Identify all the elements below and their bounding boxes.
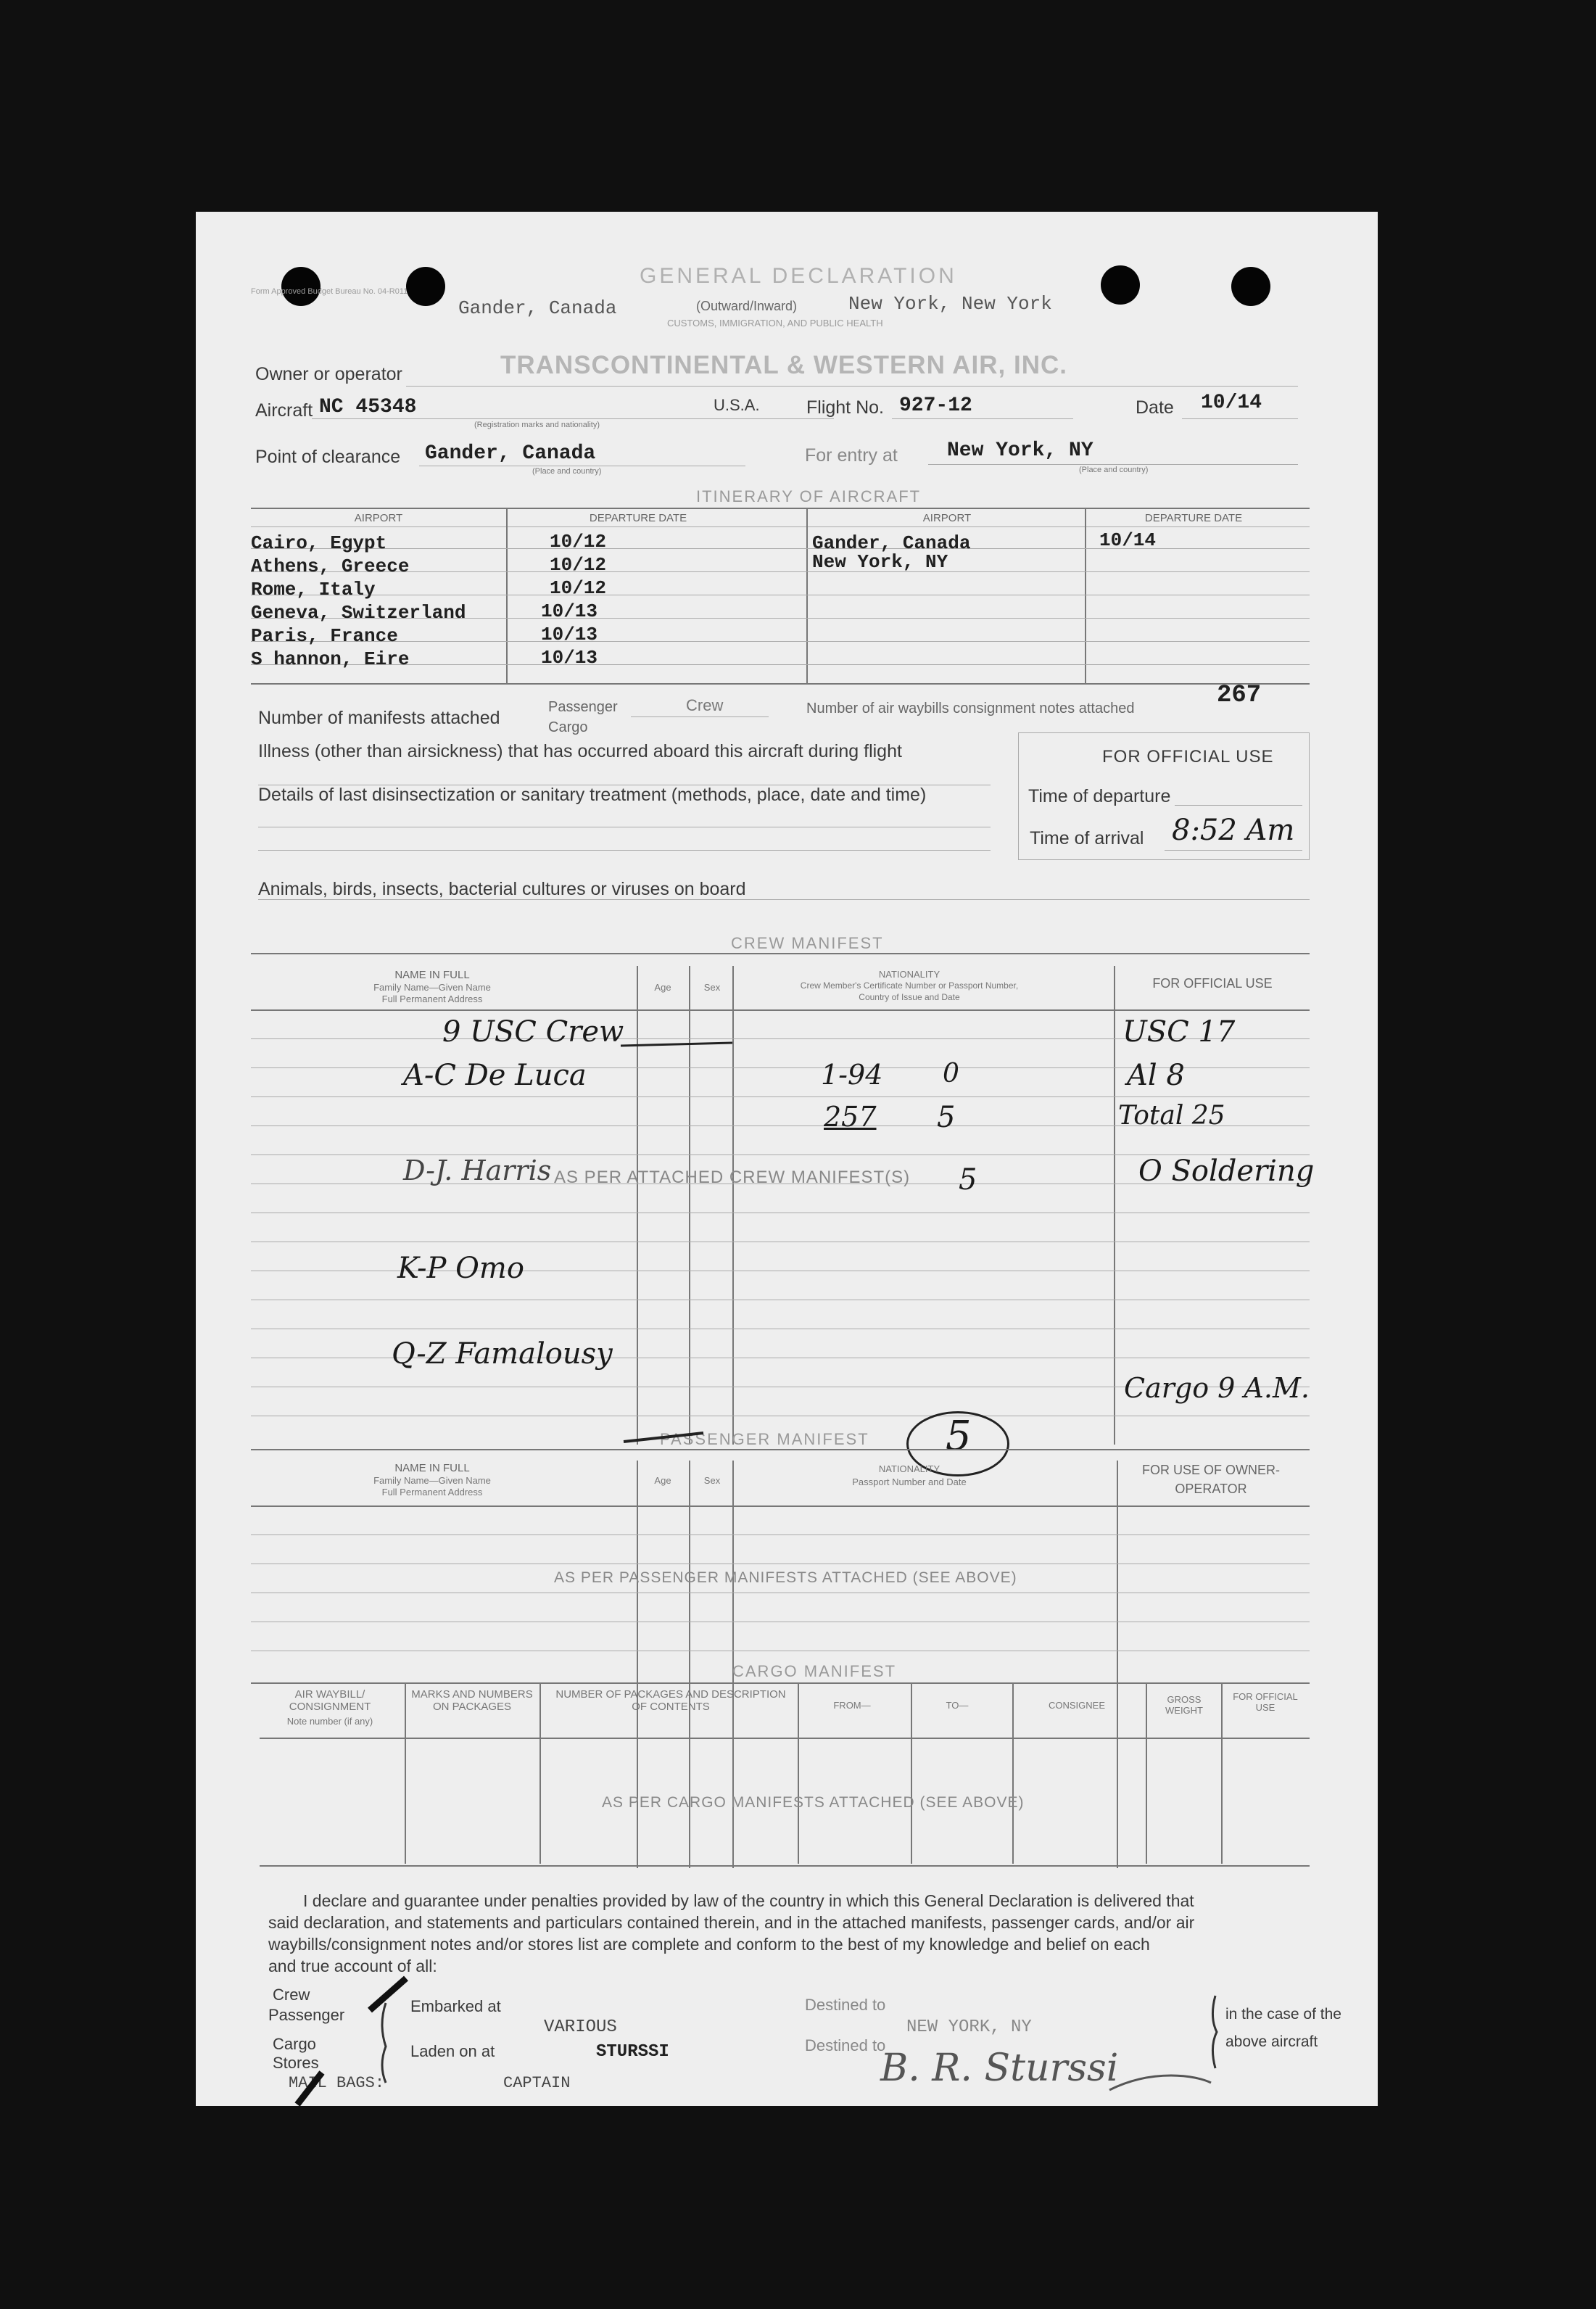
flight-label: Flight No. xyxy=(806,397,884,418)
waybills-value: 267 xyxy=(1217,682,1262,709)
declaration-text: and true account of all: xyxy=(268,1957,437,1975)
itinerary-col-airport: AIRPORT xyxy=(354,512,403,524)
cargo-col-packages: NUMBER OF PACKAGES AND DESCRIPTION OF CONTENTS xyxy=(555,1688,786,1713)
animals-label: Animals, birds, insects, bacterial cultures or viruses on board xyxy=(258,879,746,899)
crew-count: 5 xyxy=(937,1101,956,1134)
itinerary-right-airport: New York, NY xyxy=(812,551,948,573)
owner-label: Owner or operator xyxy=(255,364,402,384)
itinerary-left-date: 10/12 xyxy=(550,554,607,576)
passenger-col-nationality: NATIONALITY xyxy=(878,1463,940,1474)
itinerary-col-departure-2: DEPARTURE DATE xyxy=(1144,512,1243,524)
entry-value: New York, NY xyxy=(947,439,1093,462)
passenger-strike-mark xyxy=(624,1433,703,1442)
declaration-marks xyxy=(196,212,1378,2106)
manifests-passenger: Passenger xyxy=(548,699,618,715)
clearance-note: (Place and country) xyxy=(532,467,602,476)
decl-destined-2: Destined to xyxy=(805,2036,886,2054)
itinerary-left-airport: Rome, Italy xyxy=(251,579,376,600)
itinerary-right-airport: Gander, Canada xyxy=(812,532,971,554)
decl-in-case: in the case of the xyxy=(1225,2006,1341,2023)
decl-embarked-value: VARIOUS xyxy=(544,2017,617,2037)
crew-col-address: Full Permanent Address xyxy=(381,994,483,1004)
decl-crew: Crew xyxy=(273,1986,310,2004)
form-subtitle: CUSTOMS, IMMIGRATION, AND PUBLIC HEALTH xyxy=(667,318,883,329)
declaration-text: said declaration, and statements and particulars contained therein, and in the attached manifests, passenger cards, and/or air xyxy=(268,1913,1195,1932)
decl-captain: CAPTAIN xyxy=(503,2074,571,2092)
cargo-col-consignee: CONSIGNEE xyxy=(1048,1700,1105,1711)
operator-name: TRANSCONTINENTAL & WESTERN AIR, INC. xyxy=(500,351,1068,379)
crew-col-name: NAME IN FULL xyxy=(394,969,470,981)
cargo-manifest-title: CARGO MANIFEST xyxy=(732,1662,897,1680)
cargo-col-official: FOR OFFICIAL USE xyxy=(1233,1691,1298,1713)
decl-laden-value: STURSSI xyxy=(596,2042,669,2062)
passenger-stamp: AS PER PASSENGER MANIFESTS ATTACHED (SEE ABOVE) xyxy=(554,1569,1017,1586)
outward-place: Gander, Canada xyxy=(458,297,617,319)
decl-passenger: Passenger xyxy=(268,2006,345,2024)
crew-col-official: FOR OFFICIAL USE xyxy=(1152,976,1273,991)
crew-hand-line: K-P Omo xyxy=(397,1252,524,1285)
official-title: FOR OFFICIAL USE xyxy=(1102,747,1274,767)
crew-count: 257 xyxy=(824,1101,877,1133)
cargo-col-waybill-sub: Note number (if any) xyxy=(286,1716,373,1727)
passenger-col-address: Full Permanent Address xyxy=(381,1487,483,1498)
cargo-col-waybill: AIR WAYBILL/ CONSIGNMENT xyxy=(289,1688,371,1713)
aircraft-nationality: U.S.A. xyxy=(714,396,760,414)
crew-manifest-title: CREW MANIFEST xyxy=(731,934,884,952)
crew-strike-mark xyxy=(370,1978,406,2010)
declaration-text: I declare and guarantee under penalties provided by law of the country in which this General Declaration is delivered that xyxy=(303,1891,1194,1910)
crew-col-nat-sub2: Country of Issue and Date xyxy=(859,992,960,1002)
cargo-col-to: TO— xyxy=(946,1700,969,1711)
arrival-value: 8:52 Am xyxy=(1172,814,1295,847)
aircraft-note: (Registration marks and nationality) xyxy=(474,421,600,429)
signature-swash xyxy=(1109,2075,1211,2090)
manifests-label: Number of manifests attached xyxy=(258,708,500,728)
itinerary-left-airport: Cairo, Egypt xyxy=(251,532,387,554)
itinerary-left-date: 10/12 xyxy=(550,531,607,553)
crew-hand-line: A-C De Luca xyxy=(403,1059,587,1092)
itinerary-left-airport: Athens, Greece xyxy=(251,555,410,577)
decl-embarked: Embarked at xyxy=(410,1997,501,2015)
inward-place: New York, New York xyxy=(848,293,1052,315)
form-number: Form Approved Budget Bureau No. 04-R011 xyxy=(251,287,408,296)
crew-col-sex: Sex xyxy=(703,982,721,993)
crew-underline-mark xyxy=(621,1043,732,1046)
itinerary-left-date: 10/13 xyxy=(541,600,598,622)
crew-col-name-sub: Family Name—Given Name xyxy=(373,982,491,993)
clearance-label: Point of clearance xyxy=(255,447,401,467)
manifests-crew: Crew xyxy=(686,696,724,714)
itinerary-left-airport: Geneva, Switzerland xyxy=(251,602,466,624)
aircraft-value: NC 45348 xyxy=(319,396,417,418)
cargo-stamp: AS PER CARGO MANIFESTS ATTACHED (SEE ABOVE) xyxy=(602,1794,1025,1811)
decl-above-aircraft: above aircraft xyxy=(1225,2033,1318,2050)
itinerary-col-departure: DEPARTURE DATE xyxy=(589,512,687,524)
declaration-text: waybills/consignment notes and/or stores list are complete and conform to the best of my knowledge and belief on each xyxy=(268,1935,1150,1954)
crew-official-note: O Soldering xyxy=(1138,1154,1315,1188)
flight-value: 927-12 xyxy=(899,395,972,417)
aircraft-label: Aircraft xyxy=(255,400,313,421)
crew-official-note: Cargo 9 A.M. xyxy=(1124,1372,1310,1404)
decl-mail-bags: MAIL BAGS: xyxy=(289,2074,385,2092)
itinerary-title: ITINERARY OF AIRCRAFT xyxy=(696,487,922,505)
departure-label: Time of departure xyxy=(1028,786,1171,806)
passenger-col-name: NAME IN FULL xyxy=(394,1462,470,1474)
captain-signature: B. R. Sturssi xyxy=(880,2046,1119,2090)
waybills-label: Number of air waybills consignment notes attached xyxy=(806,701,1135,716)
itinerary-left-date: 10/13 xyxy=(541,647,598,669)
crew-count: 5 xyxy=(959,1163,977,1197)
crew-hand-line: 9 USC Crew xyxy=(442,1015,624,1049)
manifests-cargo: Cargo xyxy=(548,719,588,735)
crew-official-note: Al 8 xyxy=(1127,1059,1185,1092)
decl-destined-value: NEW YORK, NY xyxy=(906,2017,1032,2037)
passenger-col-nat-sub: Passport Number and Date xyxy=(852,1476,967,1487)
cargo-col-marks: MARKS AND NUMBERS ON PACKAGES xyxy=(411,1688,533,1713)
passenger-col-name-sub: Family Name—Given Name xyxy=(373,1475,491,1486)
crew-col-nationality: NATIONALITY xyxy=(878,969,940,980)
disinsect-label: Details of last disinsectization or sanitary treatment (methods, place, date and time) xyxy=(258,785,927,805)
entry-label: For entry at xyxy=(805,445,898,466)
passenger-col-owner: FOR USE OF OWNER-OPERATOR xyxy=(1142,1463,1280,1496)
arrival-label: Time of arrival xyxy=(1030,828,1144,848)
passenger-col-sex: Sex xyxy=(703,1475,721,1486)
decl-cargo: Cargo xyxy=(273,2035,316,2053)
itinerary-left-airport: S hannon, Eire xyxy=(251,648,410,670)
date-value: 10/14 xyxy=(1201,392,1262,414)
itinerary-left-airport: Paris, France xyxy=(251,625,398,647)
itinerary-right-date: 10/14 xyxy=(1099,529,1157,551)
date-label: Date xyxy=(1136,397,1174,418)
bracket xyxy=(1212,1996,1217,2068)
crew-hand-line: Q-Z Famalousy xyxy=(392,1337,613,1371)
crew-col-age: Age xyxy=(654,982,671,993)
form-title: GENERAL DECLARATION xyxy=(640,264,957,288)
bracket xyxy=(382,2003,386,2083)
itinerary-left-date: 10/13 xyxy=(541,624,598,645)
crew-official-note: Total 25 xyxy=(1118,1101,1225,1131)
illness-label: Illness (other than airsickness) that has occurred aboard this aircraft during flight xyxy=(258,741,902,761)
crew-hand-line: D-J. Harris xyxy=(403,1154,552,1186)
decl-stores: Stores xyxy=(273,2054,319,2072)
crew-count: 1-94 xyxy=(821,1059,883,1091)
passenger-count: 5 xyxy=(946,1413,972,1460)
decl-laden: Laden on at xyxy=(410,2042,495,2060)
decl-destined-1: Destined to xyxy=(805,1996,886,2014)
declaration-sheet xyxy=(196,212,1378,2106)
cargo-col-weight: GROSS WEIGHT xyxy=(1165,1694,1203,1716)
entry-note: (Place and country) xyxy=(1079,466,1149,474)
passenger-manifest-title: PASSENGER MANIFEST xyxy=(660,1430,869,1448)
crew-official-note: USC 17 xyxy=(1122,1015,1236,1049)
stores-strike-mark xyxy=(297,2073,322,2104)
cargo-col-from: FROM— xyxy=(833,1700,871,1711)
crew-stamp: AS PER ATTACHED CREW MANIFEST(S) xyxy=(554,1168,911,1187)
clearance-value: Gander, Canada xyxy=(425,442,596,465)
itinerary-left-date: 10/12 xyxy=(550,577,607,599)
itinerary-col-airport-2: AIRPORT xyxy=(922,512,972,524)
inward-label: (Outward/Inward) xyxy=(696,299,798,313)
crew-col-nat-sub: Crew Member's Certificate Number or Passport Number, xyxy=(800,980,1019,991)
passenger-col-age: Age xyxy=(654,1475,671,1486)
crew-count: 0 xyxy=(943,1059,959,1089)
